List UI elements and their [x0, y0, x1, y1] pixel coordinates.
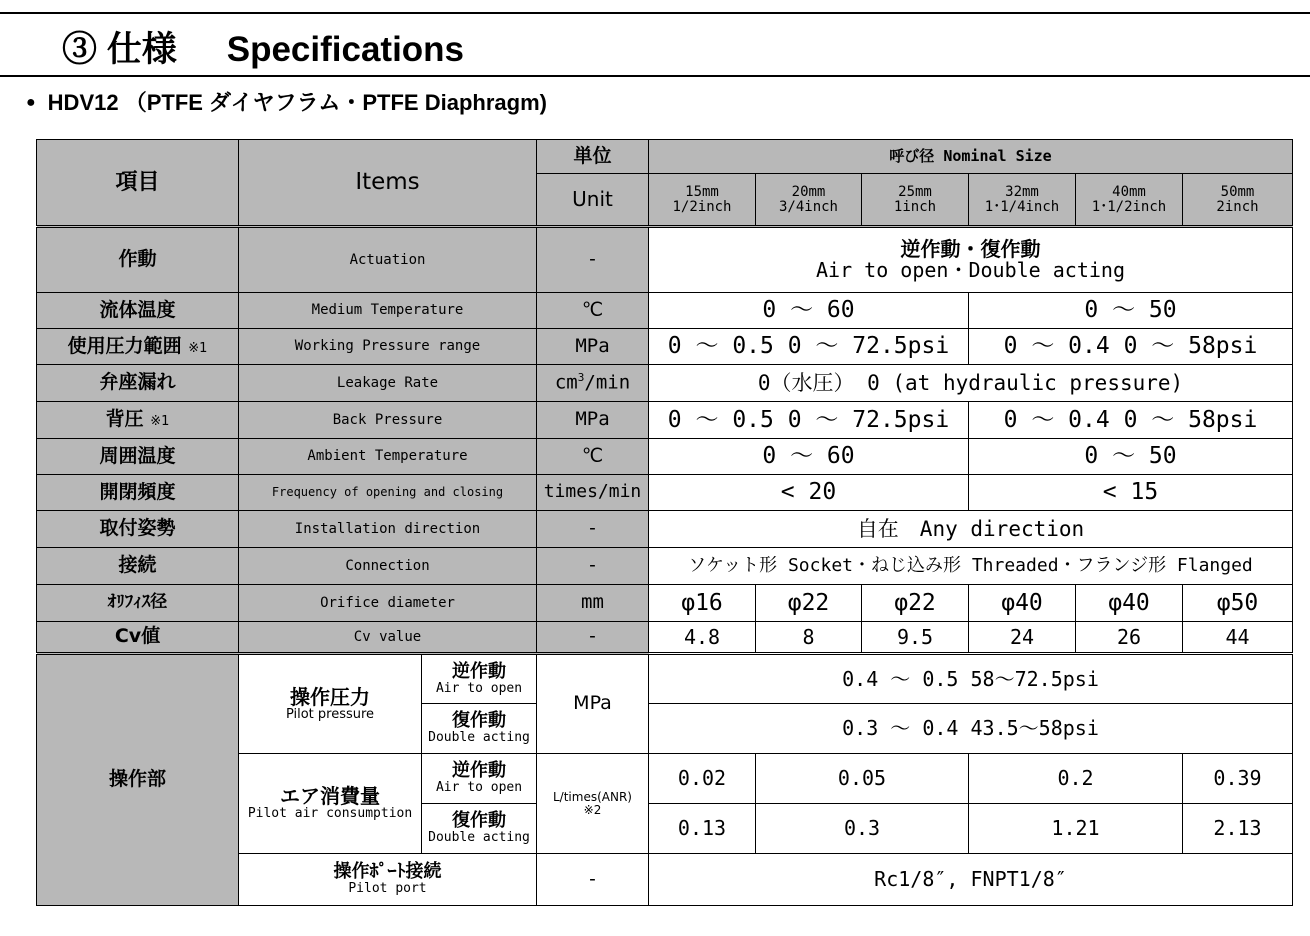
header-nominal-size: 呼び径 Nominal Size — [649, 140, 1293, 174]
title-jp: ③ 仕様 — [62, 30, 177, 69]
mode-label: 逆作動 Air to open — [422, 754, 537, 804]
table-row — [37, 622, 1293, 654]
value-cell: 0 ～ 0.5 0 ～ 72.5psi — [649, 329, 969, 365]
mode-label: 復作動 Double acting — [422, 704, 537, 754]
value-cell: φ22 — [756, 585, 862, 622]
row-unit: - — [537, 511, 649, 548]
value-cell: 0 ～ 50 — [969, 293, 1293, 329]
size-cell: 15mm 1/2inch — [649, 174, 756, 227]
value-cell: 0.39 — [1183, 754, 1293, 804]
value-cell: 自在 Any direction — [649, 511, 1293, 548]
size-cell: 32mm 1･1/4inch — [969, 174, 1076, 227]
table-row — [37, 365, 1293, 402]
row-unit: - — [537, 227, 649, 293]
mode-label: 逆作動 Air to open — [422, 654, 537, 704]
row-unit: L/times(ANR) ※2 — [537, 754, 649, 854]
value-cell: < 15 — [969, 475, 1293, 511]
row-label-jp: 周囲温度 — [37, 439, 239, 475]
value-cell: 0.13 — [649, 804, 756, 854]
value-cell: < 20 — [649, 475, 969, 511]
row-label-jp: 開閉頻度 — [37, 475, 239, 511]
row-label-en: Leakage Rate — [239, 365, 537, 402]
table-row — [37, 402, 1293, 439]
value-cell: 0 ～ 0.4 0 ～ 58psi — [969, 329, 1293, 365]
value-cell: φ40 — [1076, 585, 1183, 622]
row-unit: ℃ — [537, 293, 649, 329]
row-unit: - — [537, 622, 649, 654]
air-consumption-label: エア消費量 Pilot air consumption — [239, 754, 422, 854]
header-items-jp: 項目 — [37, 140, 239, 227]
value-cell: 8 — [756, 622, 862, 654]
top-rule — [0, 12, 1310, 14]
mode-label: 復作動 Double acting — [422, 804, 537, 854]
value-cell: φ40 — [969, 585, 1076, 622]
value-cell: 0 ～ 0.4 0 ～ 58psi — [969, 402, 1293, 439]
row-label-en: Installation direction — [239, 511, 537, 548]
row-label-jp: 背圧 ※1 — [37, 402, 239, 439]
value-cell: φ16 — [649, 585, 756, 622]
value-cell: 0（水圧） 0 (at hydraulic pressure) — [649, 365, 1293, 402]
row-label-en: Actuation — [239, 227, 537, 293]
subtitle-text: HDV12 （PTFE ダイヤフラム・PTFE Diaphragm) — [47, 90, 547, 115]
table-row — [37, 439, 1293, 475]
table-row — [37, 293, 1293, 329]
row-label-en: Frequency of opening and closing — [239, 475, 537, 511]
bullet-icon: ● — [26, 94, 36, 111]
size-cell: 40mm 1･1/2inch — [1076, 174, 1183, 227]
row-unit: - — [537, 854, 649, 906]
value-cell: 0 ～ 60 — [649, 293, 969, 329]
value-cell: 2.13 — [1183, 804, 1293, 854]
title-en: Specifications — [226, 30, 465, 69]
row-label-jp: 接続 — [37, 548, 239, 585]
spec-table — [36, 139, 1293, 906]
row-label-en: Orifice diameter — [239, 585, 537, 622]
table-row — [37, 475, 1293, 511]
row-unit: times/min — [537, 475, 649, 511]
table-row — [37, 654, 1293, 704]
value-cell: 0 ～ 60 — [649, 439, 969, 475]
value-cell: φ50 — [1183, 585, 1293, 622]
header-items-en: Items — [239, 140, 537, 227]
value-cell: φ22 — [862, 585, 969, 622]
table-row — [37, 511, 1293, 548]
row-label-en: Medium Temperature — [239, 293, 537, 329]
page-title — [62, 22, 464, 72]
row-unit: mm — [537, 585, 649, 622]
value-cell: 9.5 — [862, 622, 969, 654]
row-unit: MPa — [537, 402, 649, 439]
row-label-en: Back Pressure — [239, 402, 537, 439]
size-cell: 20mm 3/4inch — [756, 174, 862, 227]
value-cell: 0.02 — [649, 754, 756, 804]
value-cell: 4.8 — [649, 622, 756, 654]
section-subtitle — [26, 86, 547, 117]
header-unit-en: Unit — [537, 174, 649, 227]
value-cell: 0 ～ 0.5 0 ～ 72.5psi — [649, 402, 969, 439]
row-label-jp: 弁座漏れ — [37, 365, 239, 402]
table-row — [37, 227, 1293, 293]
pilot-port-label: 操作ﾎﾟｰﾄ接続 Pilot port — [239, 854, 537, 906]
actuation-value: 逆作動・復作動 Air to open・Double acting — [649, 227, 1293, 293]
value-cell: 1.21 — [969, 804, 1183, 854]
row-label-en: Cv value — [239, 622, 537, 654]
row-label-jp: 作動 — [37, 227, 239, 293]
table-header-row — [37, 140, 1293, 174]
pilot-pressure-label: 操作圧力 Pilot pressure — [239, 654, 422, 754]
table-row — [37, 329, 1293, 365]
row-label-en: Ambient Temperature — [239, 439, 537, 475]
value-cell: ソケット形 Socket・ねじ込み形 Threaded・フランジ形 Flanged — [649, 548, 1293, 585]
value-cell: 24 — [969, 622, 1076, 654]
size-cell: 25mm 1inch — [862, 174, 969, 227]
operation-label: 操作部 — [37, 654, 239, 906]
row-unit: ℃ — [537, 439, 649, 475]
size-cell: 50mm 2inch — [1183, 174, 1293, 227]
value-cell: 0.4 ～ 0.5 58～72.5psi — [649, 654, 1293, 704]
row-label-jp: 使用圧力範囲 ※1 — [37, 329, 239, 365]
value-cell: 0.2 — [969, 754, 1183, 804]
value-cell: 0.3 — [756, 804, 969, 854]
header-unit-jp: 単位 — [537, 140, 649, 174]
title-underline — [0, 75, 1310, 77]
row-label-en: Working Pressure range — [239, 329, 537, 365]
row-unit: MPa — [537, 654, 649, 754]
row-label-jp: Cv値 — [37, 622, 239, 654]
row-label-jp: 流体温度 — [37, 293, 239, 329]
row-unit: - — [537, 548, 649, 585]
row-label-en: Connection — [239, 548, 537, 585]
table-row — [37, 585, 1293, 622]
row-label-jp: 取付姿勢 — [37, 511, 239, 548]
value-cell: 0.05 — [756, 754, 969, 804]
value-cell: 44 — [1183, 622, 1293, 654]
row-unit: MPa — [537, 329, 649, 365]
value-cell: 0.3 ～ 0.4 43.5～58psi — [649, 704, 1293, 754]
value-cell: 26 — [1076, 622, 1183, 654]
value-cell: 0 ～ 50 — [969, 439, 1293, 475]
row-unit: $cm^3/\min$ — [537, 365, 649, 402]
row-label-jp: ｵﾘﾌｨｽ径 — [37, 585, 239, 622]
value-cell: Rc1/8″, FNPT1/8″ — [649, 854, 1293, 906]
table-row — [37, 548, 1293, 585]
